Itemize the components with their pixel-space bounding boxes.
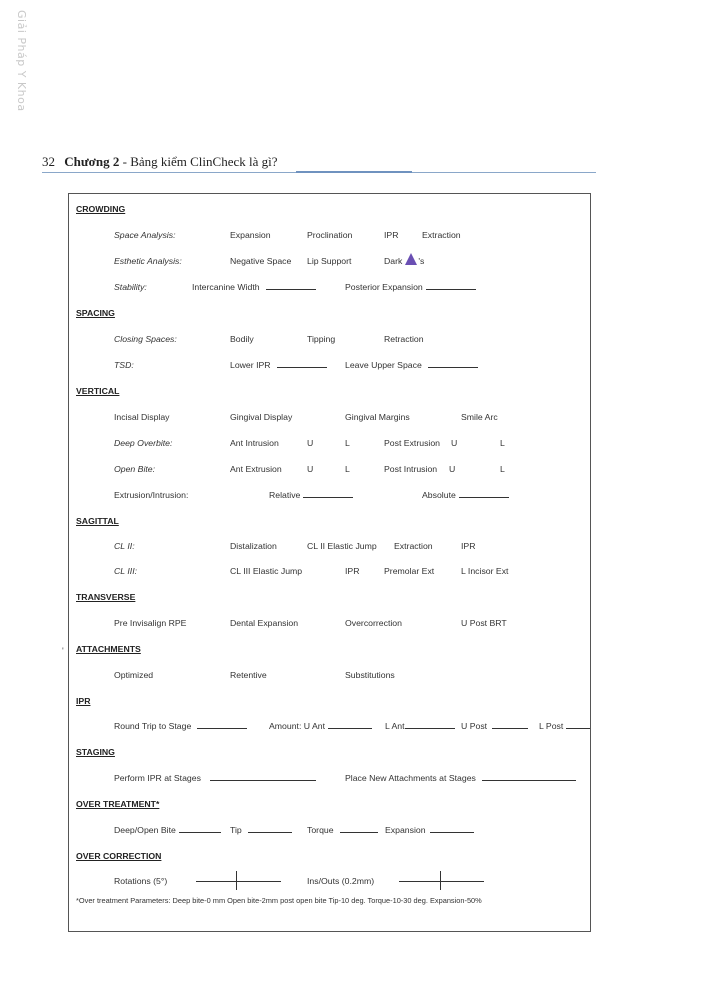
ins-outs-scale-center bbox=[440, 871, 441, 890]
torque-field[interactable] bbox=[307, 825, 378, 835]
ant-extrusion-l[interactable]: L bbox=[345, 464, 350, 474]
deep-open-bite-field[interactable] bbox=[114, 825, 221, 835]
post-intrusion-u[interactable]: U bbox=[449, 464, 456, 474]
l-ant-field[interactable] bbox=[385, 721, 455, 731]
option-distalization[interactable]: Distalization bbox=[230, 541, 277, 551]
space-analysis-label: Space Analysis: bbox=[114, 230, 176, 240]
lower-ipr-blank[interactable] bbox=[277, 360, 327, 368]
option-dark-triangles[interactable] bbox=[384, 253, 424, 266]
intercanine-width-blank[interactable] bbox=[266, 282, 316, 290]
u-post-field[interactable] bbox=[461, 721, 528, 731]
relative-blank[interactable] bbox=[303, 490, 353, 498]
footnote: *Over treatment Parameters: Deep bite-0 mm Open bite-2mm post open bite Tip-10 deg. Torque-10-30 deg. Expansion-50% bbox=[76, 896, 482, 905]
heading-staging: STAGING bbox=[76, 747, 115, 757]
header-rule-accent bbox=[296, 171, 412, 173]
perform-ipr-label: Perform IPR at Stages bbox=[114, 773, 201, 783]
torque-label: Torque bbox=[307, 825, 334, 835]
option-bodily[interactable]: Bodily bbox=[230, 334, 254, 344]
heading-over-treatment: OVER TREATMENT* bbox=[76, 799, 160, 809]
ant-intrusion-u[interactable]: U bbox=[307, 438, 314, 448]
page-header bbox=[42, 154, 596, 170]
option-ant-extrusion[interactable]: Ant Extrusion bbox=[230, 464, 282, 474]
deep-open-bite-label: Deep/Open Bite bbox=[114, 825, 176, 835]
option-extraction[interactable]: Extraction bbox=[422, 230, 461, 240]
round-trip-label: Round Trip to Stage bbox=[114, 721, 192, 731]
ant-extrusion-u[interactable]: U bbox=[307, 464, 314, 474]
tip-blank[interactable] bbox=[248, 825, 292, 833]
dark-label: Dark bbox=[384, 256, 403, 266]
ant-intrusion-l[interactable]: L bbox=[345, 438, 350, 448]
option-smile-arc[interactable]: Smile Arc bbox=[461, 412, 498, 422]
l-ant-label: L Ant bbox=[385, 721, 405, 731]
option-premolar-ext[interactable]: Premolar Ext bbox=[384, 566, 435, 576]
page-title: - Bảng kiểm ClinCheck là gì? bbox=[119, 154, 278, 169]
option-incisal-display[interactable]: Incisal Display bbox=[114, 412, 170, 422]
intercanine-width-label: Intercanine Width bbox=[192, 282, 260, 292]
tip-field[interactable] bbox=[230, 825, 292, 835]
posterior-expansion-label: Posterior Expansion bbox=[345, 282, 423, 292]
option-cl3-elastic-jump[interactable]: CL III Elastic Jump bbox=[230, 566, 303, 576]
expansion-label: Expansion bbox=[385, 825, 426, 835]
post-extrusion-l[interactable]: L bbox=[500, 438, 505, 448]
esthetic-analysis-label: Esthetic Analysis: bbox=[114, 256, 182, 266]
place-attachments-field[interactable] bbox=[345, 773, 576, 783]
amount-u-ant-blank[interactable] bbox=[328, 721, 372, 729]
u-post-blank[interactable] bbox=[492, 721, 528, 729]
deep-overbite-label: Deep Overbite: bbox=[114, 438, 173, 448]
option-overcorrection[interactable]: Overcorrection bbox=[345, 618, 402, 628]
intercanine-width-field[interactable] bbox=[192, 282, 316, 292]
side-watermark: Giải Pháp Y Khoa bbox=[15, 10, 28, 112]
heading-sagittal: SAGITTAL bbox=[76, 516, 119, 526]
heading-attachments: ATTACHMENTS bbox=[76, 644, 141, 654]
tsd-label: TSD: bbox=[114, 360, 134, 370]
option-substitutions[interactable]: Substitutions bbox=[345, 670, 395, 680]
margin-tick: ' bbox=[62, 646, 64, 656]
closing-spaces-label: Closing Spaces: bbox=[114, 334, 177, 344]
heading-crowding: CROWDING bbox=[76, 204, 126, 214]
triangle-icon bbox=[405, 253, 417, 265]
u-post-label: U Post bbox=[461, 721, 488, 731]
expansion-blank[interactable] bbox=[430, 825, 474, 833]
absolute-label: Absolute bbox=[422, 490, 456, 500]
open-bite-label: Open Bite: bbox=[114, 464, 156, 474]
perform-ipr-blank[interactable] bbox=[210, 773, 316, 781]
ins-outs-scale-line[interactable] bbox=[399, 881, 484, 882]
dark-suffix: 's bbox=[418, 256, 425, 266]
option-dental-expansion[interactable]: Dental Expansion bbox=[230, 618, 299, 628]
post-intrusion-l[interactable]: L bbox=[500, 464, 505, 474]
place-attachments-label: Place New Attachments at Stages bbox=[345, 773, 476, 783]
option-tipping[interactable]: Tipping bbox=[307, 334, 336, 344]
lower-ipr-label: Lower IPR bbox=[230, 360, 271, 370]
heading-over-correction: OVER CORRECTION bbox=[76, 851, 162, 861]
heading-spacing: SPACING bbox=[76, 308, 115, 318]
option-gingival-display[interactable]: Gingival Display bbox=[230, 412, 293, 422]
option-post-extrusion[interactable]: Post Extrusion bbox=[384, 438, 441, 448]
option-ipr[interactable]: IPR bbox=[384, 230, 399, 240]
option-negative-space[interactable]: Negative Space bbox=[230, 256, 292, 266]
rotations-label: Rotations (5°) bbox=[114, 876, 168, 886]
l-post-blank[interactable] bbox=[566, 721, 590, 729]
option-proclination[interactable]: Proclination bbox=[307, 230, 353, 240]
round-trip-field[interactable] bbox=[114, 721, 247, 731]
relative-field[interactable] bbox=[269, 490, 353, 500]
amount-u-ant-field[interactable] bbox=[269, 721, 372, 731]
l-ant-blank[interactable] bbox=[405, 721, 455, 729]
page-number: 32 bbox=[42, 154, 55, 169]
option-retentive[interactable]: Retentive bbox=[230, 670, 267, 680]
option-gingival-margins[interactable]: Gingival Margins bbox=[345, 412, 410, 422]
l-post-field[interactable] bbox=[539, 721, 590, 731]
option-u-post-brt[interactable]: U Post BRT bbox=[461, 618, 507, 628]
leave-upper-space-blank[interactable] bbox=[428, 360, 478, 368]
ins-outs-label: Ins/Outs (0.2mm) bbox=[307, 876, 375, 886]
l-post-label: L Post bbox=[539, 721, 564, 731]
option-pre-invisalign-rpe[interactable]: Pre Invisalign RPE bbox=[114, 618, 187, 628]
option-expansion[interactable]: Expansion bbox=[230, 230, 271, 240]
deep-open-bite-blank[interactable] bbox=[179, 825, 221, 833]
option-cl3-ipr[interactable]: IPR bbox=[345, 566, 360, 576]
option-cl2-elastic-jump[interactable]: CL II Elastic Jump bbox=[307, 541, 377, 551]
posterior-expansion-blank[interactable] bbox=[426, 282, 476, 290]
absolute-field[interactable] bbox=[422, 490, 509, 500]
lower-ipr-field[interactable] bbox=[230, 360, 327, 370]
expansion-field[interactable] bbox=[385, 825, 474, 835]
perform-ipr-field[interactable] bbox=[114, 773, 316, 783]
cl3-label: CL III: bbox=[114, 566, 138, 576]
extrusion-intrusion-label: Extrusion/Intrusion: bbox=[114, 490, 189, 500]
rotations-scale-line[interactable] bbox=[196, 881, 281, 882]
torque-blank[interactable] bbox=[340, 825, 378, 833]
cl2-label: CL II: bbox=[114, 541, 135, 551]
option-ant-intrusion[interactable]: Ant Intrusion bbox=[230, 438, 279, 448]
option-retraction[interactable]: Retraction bbox=[384, 334, 424, 344]
absolute-blank[interactable] bbox=[459, 490, 509, 498]
amount-u-ant-label: Amount: U Ant bbox=[269, 721, 326, 731]
option-optimized[interactable]: Optimized bbox=[114, 670, 154, 680]
option-l-incisor-ext[interactable]: L Incisor Ext bbox=[461, 566, 509, 576]
stability-label: Stability: bbox=[114, 282, 147, 292]
rotations-scale-center bbox=[236, 871, 237, 890]
option-lip-support[interactable]: Lip Support bbox=[307, 256, 352, 266]
place-attachments-blank[interactable] bbox=[482, 773, 576, 781]
tip-label: Tip bbox=[230, 825, 242, 835]
heading-vertical: VERTICAL bbox=[76, 386, 120, 396]
option-cl2-ipr[interactable]: IPR bbox=[461, 541, 476, 551]
leave-upper-space-field[interactable] bbox=[345, 360, 478, 370]
option-cl2-extraction[interactable]: Extraction bbox=[394, 541, 433, 551]
option-post-intrusion[interactable]: Post Intrusion bbox=[384, 464, 438, 474]
round-trip-blank[interactable] bbox=[197, 721, 247, 729]
leave-upper-space-label: Leave Upper Space bbox=[345, 360, 422, 370]
post-extrusion-u[interactable]: U bbox=[451, 438, 458, 448]
clincheck-form bbox=[62, 193, 591, 932]
heading-transverse: TRANSVERSE bbox=[76, 592, 136, 602]
posterior-expansion-field[interactable] bbox=[345, 282, 476, 292]
relative-label: Relative bbox=[269, 490, 301, 500]
heading-ipr: IPR bbox=[76, 696, 91, 706]
chapter-label: Chương 2 bbox=[64, 154, 120, 169]
